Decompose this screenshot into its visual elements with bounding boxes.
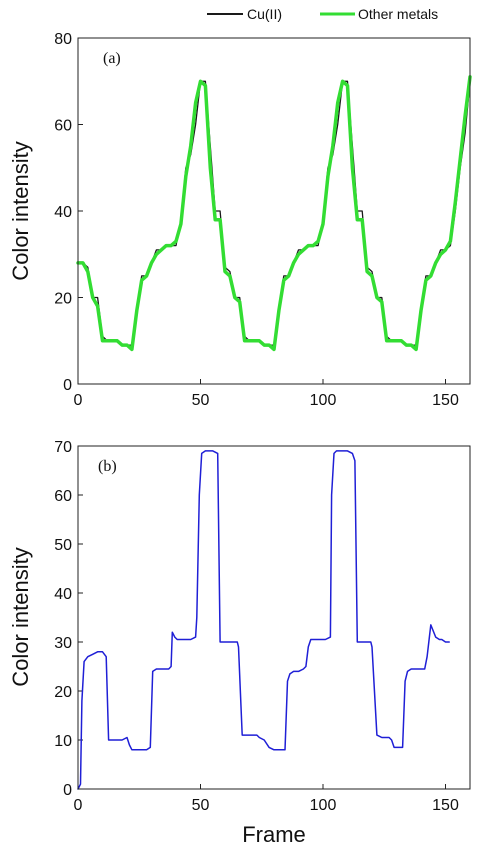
panel-b-xtick-label: 0 bbox=[73, 797, 83, 814]
panel-b-series bbox=[78, 451, 449, 789]
panel-b-ytick-label: 20 bbox=[54, 684, 72, 701]
panel-a-xtick-label: 50 bbox=[191, 392, 210, 409]
panel-a-axes bbox=[54, 31, 459, 409]
panel-b-xlabel: Frame bbox=[242, 822, 306, 846]
panel-a-xtick-label: 150 bbox=[432, 392, 459, 409]
panel-a-ytick-label: 40 bbox=[54, 204, 72, 221]
panel-a-label: (a) bbox=[103, 50, 121, 67]
panel-b bbox=[8, 439, 470, 846]
panel-b-ytick-label: 60 bbox=[54, 488, 72, 505]
panel-a-ytick-label: 60 bbox=[54, 117, 72, 135]
legend bbox=[207, 6, 438, 22]
panel-a bbox=[8, 31, 470, 409]
panel-b-ytick-label: 0 bbox=[63, 782, 72, 799]
panel-b-xtick-label: 50 bbox=[191, 797, 210, 814]
panel-b-xtick-label: 100 bbox=[309, 797, 337, 814]
panel-b-label: (b) bbox=[98, 458, 117, 475]
legend-label-cu: Cu(II) bbox=[247, 6, 282, 22]
panel-b-ytick-label: 30 bbox=[54, 635, 72, 652]
panel-a-frame bbox=[78, 38, 470, 384]
panel-b-xtick-label: 150 bbox=[432, 797, 459, 814]
panel-b-ytick-label: 10 bbox=[54, 733, 72, 750]
panel-b-frame bbox=[78, 446, 470, 789]
panel-b-ytick-label: 50 bbox=[54, 537, 72, 554]
panel-a-series-other-metals bbox=[78, 77, 470, 350]
panel-b-ytick-label: 40 bbox=[54, 586, 72, 603]
panel-a-ytick-label: 20 bbox=[54, 290, 72, 308]
panel-a-ylabel: Color intensity bbox=[8, 141, 33, 281]
panel-b-ylabel: Color intensity bbox=[8, 547, 33, 687]
panel-b-ytick-label: 70 bbox=[54, 439, 72, 456]
panel-a-xtick-label: 0 bbox=[73, 392, 83, 409]
legend-label-other: Other metals bbox=[358, 6, 439, 22]
panel-b-series-series bbox=[78, 451, 449, 789]
panel-a-ytick-label: 80 bbox=[54, 31, 72, 48]
panel-b-axes bbox=[54, 439, 459, 814]
panel-a-xtick-label: 100 bbox=[309, 392, 337, 409]
panel-a-ytick-label: 0 bbox=[63, 377, 72, 394]
panel-a-series bbox=[78, 77, 470, 350]
